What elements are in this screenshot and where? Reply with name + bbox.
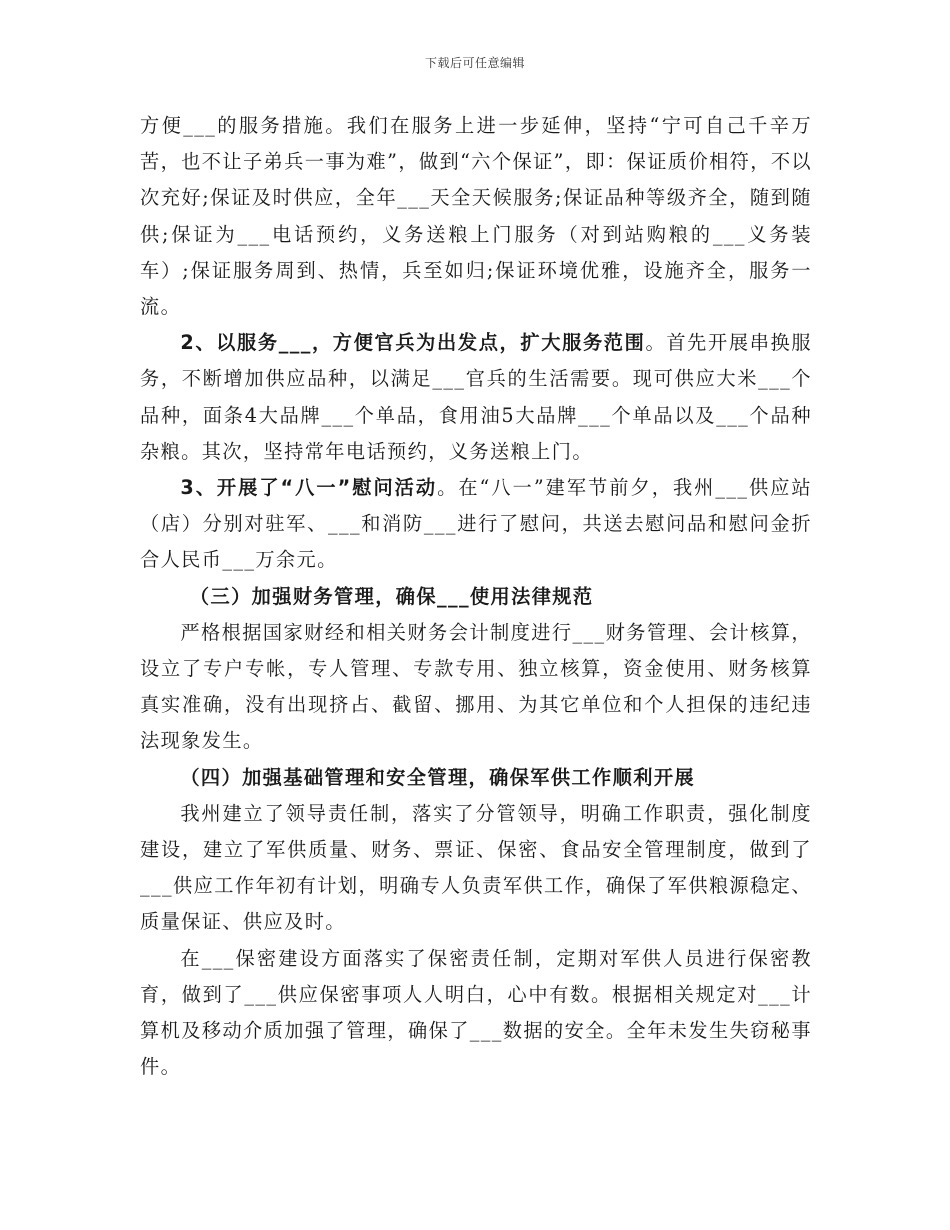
- section-heading-finance: （三）加强财务管理，确保___使用法律规范: [189, 584, 594, 608]
- paragraph-lead-heading: 3、开展了“八一”慰问活动: [180, 476, 438, 500]
- document-body: [140, 108, 812, 1085]
- paragraph-bayi-visit: [140, 470, 812, 579]
- paragraph-service-measures: 方便___的服务措施。我们在服务上进一步延伸，坚持“宁可自己千辛万苦，也不让子弟兵一事为难”，做到“六个保证”，即：保证质价相符，不以次充好;保证及时供应，全年___天全天候服务;保证品种等级齐全，随到随供;保证为___电话预约，义务送粮上门服务（对到站购粮的___义务装车）;保证服务周到、热情，兵至如归;保证环境优雅，设施齐全，服务一流。: [140, 114, 812, 319]
- paragraph-confidentiality: 在___保密建设方面落实了保密责任制，定期对军供人员进行保密教育，做到了___供应保密事项人人明白，心中有数。根据相关规定对___计算机及移动介质加强了管理，确保了___数据的安全。全年未发生失窃秘事件。: [140, 946, 812, 1079]
- paragraph-text: 。在“八一”建军节前夕，我州___供应站（店）分别对驻军、___和消防___进行了慰问，共送去慰问品和慰问金折合人民币___万余元。: [140, 476, 812, 572]
- paragraph-expand-service: [140, 325, 812, 470]
- section-heading-management: （四）加强基础管理和安全管理，确保军供工作顺利开展: [180, 765, 695, 789]
- paragraph-responsibility: 我州建立了领导责任制，落实了分管领导，明确工作职责，强化制度建设，建立了军供质量、财务、票证、保密、食品安全管理制度，做到了___供应工作年初有计划，明确专人负责军供工作，确保了军供粮源稳定、质量保证、供应及时。: [140, 801, 812, 934]
- page-header: 下载后可任意编辑: [424, 56, 525, 70]
- paragraph-text: 。首先开展串换服务，不断增加供应品种，以满足___官兵的生活需要。现可供应大米___个品种，面条4大品牌___个单品，食用油5大品牌___个单品以及___个品种杂粮。其次，坚持常年电话预约，义务送粮上门。: [140, 331, 812, 463]
- paragraph-lead-heading: 2、以服务___，方便官兵为出发点，扩大服务范围: [180, 331, 646, 355]
- paragraph-finance: 严格根据国家财经和相关财务会计制度进行___财务管理、会计核算，设立了专户专帐，专人管理、专款专用、独立核算，资金使用、财务核算真实准确，没有出现挤占、截留、挪用、为其它单位和个人担保的违纪违法现象发生。: [140, 620, 812, 753]
